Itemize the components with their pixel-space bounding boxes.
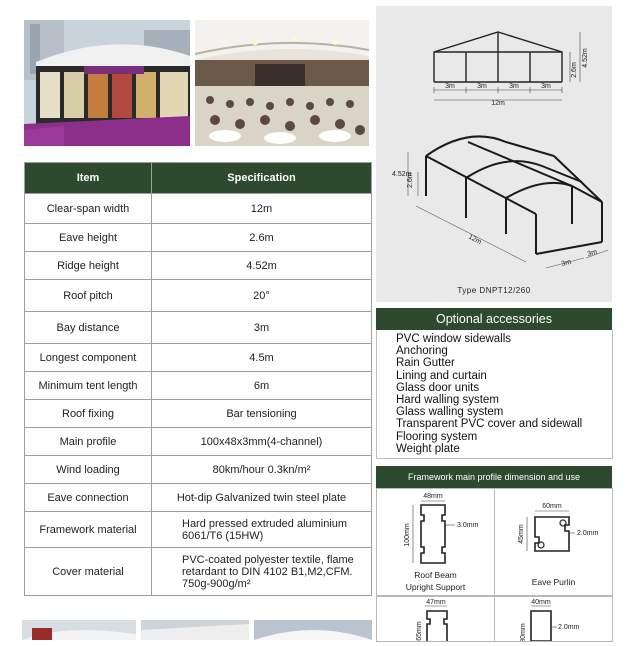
roof-beam-profile-drawing (377, 489, 494, 569)
persp-length-label: 12m (467, 233, 483, 247)
profile-box-3 (376, 596, 495, 642)
caption-line: Roof Beam (414, 570, 457, 580)
table-row (25, 252, 372, 280)
row-item: Ridge height (25, 252, 152, 280)
row-item: Cover material (25, 548, 152, 596)
front-elevation-drawing (376, 6, 612, 302)
header-specification: Specification (152, 163, 372, 194)
table-row (25, 312, 372, 344)
row-item: Eave connection (25, 484, 152, 512)
bottom-photo-3 (254, 620, 372, 640)
accessories-title-bar (376, 308, 612, 330)
profile-box-4 (494, 596, 613, 642)
profile-width-label: 48mm (423, 493, 443, 500)
list-item: Weight plate (396, 442, 460, 455)
profile-thickness-label: 2.0mm (558, 624, 580, 631)
row-spec: 20° (152, 280, 372, 312)
profile-3-drawing (377, 597, 494, 641)
table-row (25, 548, 372, 596)
table-row (25, 456, 372, 484)
row-item: Minimum tent length (25, 372, 152, 400)
list-item: Flooring system (396, 430, 478, 443)
row-item: Bay distance (25, 312, 152, 344)
row-item: Longest component (25, 344, 152, 372)
bay-label-1: 3m (445, 83, 455, 90)
caption-line: Eave Purlin (531, 577, 576, 587)
row-spec: Hard pressed extruded aluminium 6061/T6 (15HW) (152, 512, 372, 548)
bay-label-4: 3m (541, 83, 551, 90)
row-spec: 12m (152, 194, 372, 224)
persp-ridge-label: 4.52m (392, 171, 412, 178)
profile-height-label: 80mm (520, 623, 527, 641)
profile-thickness-label: 3.0mm (457, 522, 479, 529)
row-item: Clear-span width (25, 194, 152, 224)
framework-title: Framework main profile dimension and use (407, 472, 581, 482)
list-item: Lining and curtain (396, 369, 487, 382)
list-item: Transparent PVC cover and sidewall (396, 418, 583, 431)
profile-height-label: 65mm (416, 621, 423, 641)
bay-label-2: 3m (477, 83, 487, 90)
row-item: Roof pitch (25, 280, 152, 312)
list-item: Hard walling system (396, 394, 499, 407)
row-item: Main profile (25, 428, 152, 456)
row-item: Eave height (25, 224, 152, 252)
profile-height-label: 45mm (518, 524, 525, 544)
table-row (25, 224, 372, 252)
profile-box-roof-beam (376, 488, 495, 596)
bottom-photo-2 (141, 620, 249, 640)
eave-purlin-caption (495, 577, 612, 587)
row-spec: 4.52m (152, 252, 372, 280)
row-item: Roof fixing (25, 400, 152, 428)
row-item: Framework material (25, 512, 152, 548)
total-width-label: 12m (491, 100, 505, 107)
row-spec: Bar tensioning (152, 400, 372, 428)
table-row (25, 484, 372, 512)
bottom-photo-1 (22, 620, 136, 640)
eave-height-label: 2.6m (571, 62, 578, 78)
profile-width-label: 40mm (531, 599, 551, 606)
persp-eave-label: 2.6m (407, 172, 414, 188)
list-item: Rain Gutter (396, 357, 455, 370)
accessories-title: Optional accessories (435, 312, 553, 326)
table-row (25, 372, 372, 400)
tent-drawing-panel (376, 6, 612, 302)
row-spec: 2.6m (152, 224, 372, 252)
type-label: Type DNPT12/260 (457, 286, 531, 295)
tent-interior-photo (195, 20, 369, 146)
row-spec: 100x48x3mm(4-channel) (152, 428, 372, 456)
list-item: Glass door units (396, 381, 480, 394)
framework-title-bar (376, 466, 612, 488)
row-spec: Hot-dip Galvanized twin steel plate (152, 484, 372, 512)
list-item: Glass walling system (396, 406, 504, 419)
persp-bay-label-1: 3m (560, 258, 572, 268)
table-row (25, 194, 372, 224)
specification-table (24, 162, 372, 596)
profile-height-label: 100mm (404, 523, 411, 547)
table-row (25, 280, 372, 312)
row-spec: 4.5m (152, 344, 372, 372)
table-row (25, 512, 372, 548)
profile-box-eave-purlin (494, 488, 613, 596)
row-spec: 6m (152, 372, 372, 400)
table-row (25, 344, 372, 372)
accessories-list (396, 333, 582, 455)
eave-purlin-profile-drawing (495, 489, 612, 569)
profile-4-drawing (495, 597, 612, 641)
row-spec: 3m (152, 312, 372, 344)
header-item: Item (25, 163, 152, 194)
ridge-height-label: 4.52m (582, 48, 589, 68)
spec-header-row (25, 163, 372, 194)
roof-beam-caption (377, 569, 494, 593)
tent-exterior-photo (24, 20, 190, 146)
table-row (25, 400, 372, 428)
profile-width-label: 60mm (542, 503, 562, 510)
profile-width-label: 47mm (426, 599, 446, 606)
row-item: Wind loading (25, 456, 152, 484)
profile-thickness-label: 2.0mm (577, 530, 599, 537)
bay-label-3: 3m (509, 83, 519, 90)
persp-bay-label-2: 3m (586, 248, 598, 258)
caption-line: Upright Support (405, 582, 466, 592)
perspective-frame (426, 136, 602, 254)
row-spec: PVC-coated polyester textile, flame retardant to DIN 4102 B1,M2,CFM. 750g-900g/m² (152, 548, 372, 596)
row-spec: 80km/hour 0.3kn/m² (152, 456, 372, 484)
table-row (25, 428, 372, 456)
list-item: PVC window sidewalls (396, 333, 512, 345)
list-item: Anchoring (396, 345, 448, 358)
